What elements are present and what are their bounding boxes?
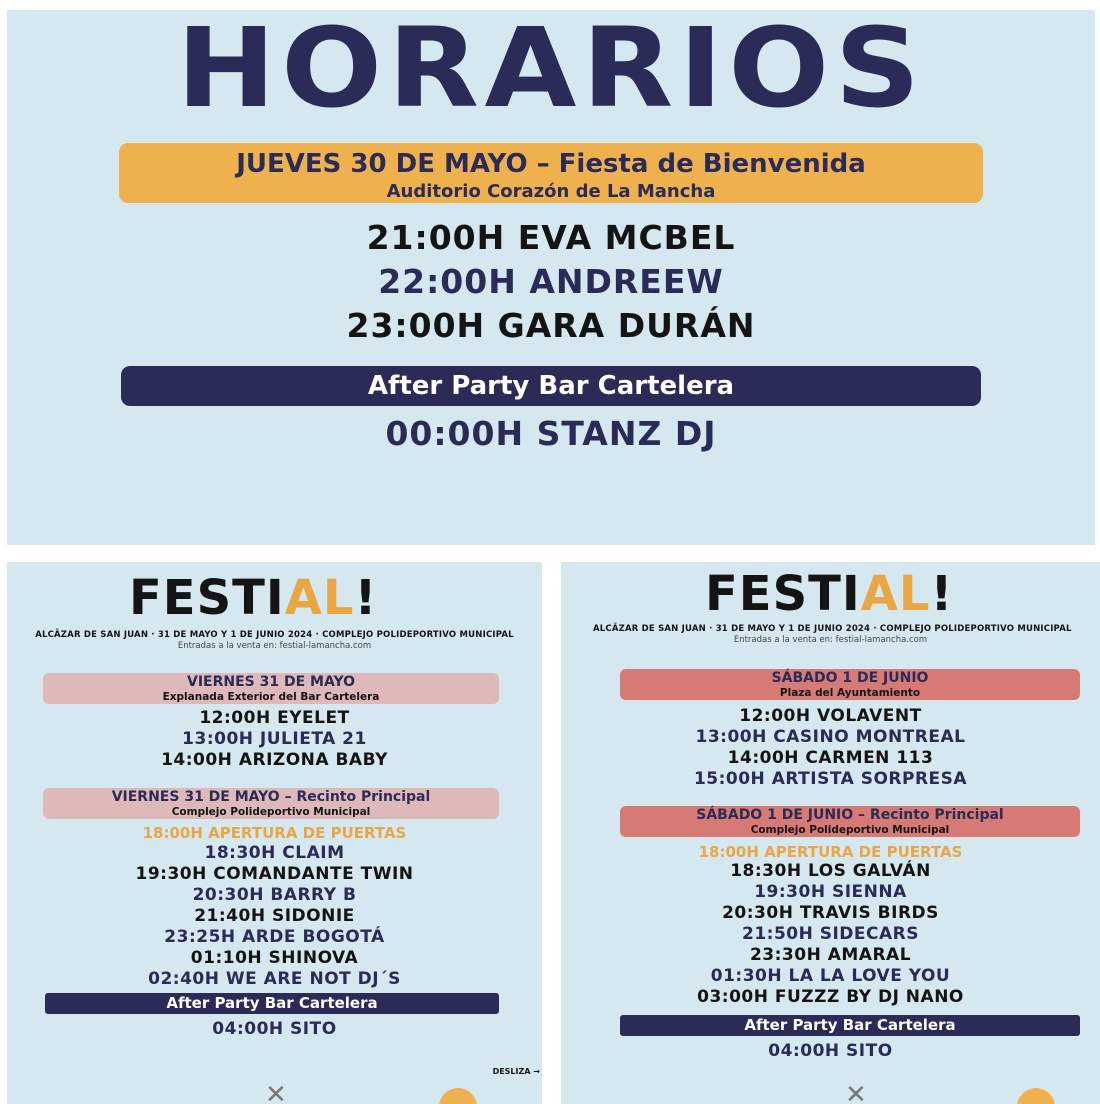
arrow-right-icon: → (533, 1067, 540, 1076)
day-banner-title: SÁBADO 1 DE JUNIO – Recinto Principal (696, 807, 1004, 823)
schedule-row: 01:30H LA LA LOVE YOU (710, 966, 951, 986)
schedule-row: 14:00H ARIZONA BABY (161, 750, 388, 770)
schedule-row: 19:30H SIENNA (754, 882, 907, 902)
day-banner-saturday-plaza (620, 669, 1080, 700)
schedule-row: 01:10H SHINOVA (190, 948, 359, 968)
day-banner-title: SÁBADO 1 DE JUNIO (771, 670, 929, 686)
after-party-banner: After Party Bar Cartelera (620, 1015, 1080, 1036)
circle-decoration-icon (439, 1088, 477, 1104)
schedule-row: 14:00H CARMEN 113 (727, 748, 934, 768)
day-banner-friday-outdoor (43, 673, 499, 704)
day-banner-thursday (119, 143, 983, 203)
festial-logo: FESTIAL! (129, 570, 378, 626)
day-banner-venue: Complejo Polideportivo Municipal (750, 824, 950, 836)
schedule-row: 18:30H CLAIM (204, 843, 345, 863)
friday-panel (7, 562, 542, 1104)
event-info: ALCÃZAR DE SAN JUAN · 31 DE MAYO Y 1 DE JUNIO 2024 · COMPLEJO POLIDEPORTIVO MUNICIPAL (35, 630, 514, 640)
after-party-row: 00:00H STANZ DJ (385, 414, 717, 453)
day-banner-title: JUEVES 30 DE MAYO – Fiesta de Bienvenida (236, 149, 866, 179)
event-info: ALCÃZAR DE SAN JUAN · 31 DE MAYO Y 1 DE JUNIO 2024 · COMPLEJO POLIDEPORTIVO MUNICIPAL (593, 624, 1072, 634)
schedule-row: 21:40H SIDONIE (194, 906, 355, 926)
schedule-row: 21:50H SIDECARS (741, 924, 920, 944)
day-banner-venue: Explanada Exterior del Bar Cartelera (162, 691, 380, 703)
schedule-row: 03:00H FUZZZ BY DJ NANO (697, 987, 964, 1007)
schedule-row: 20:30H BARRY B (192, 885, 357, 905)
after-party-banner: After Party Bar Cartelera (45, 993, 499, 1014)
cross-decoration-icon: ✕ (265, 1080, 287, 1104)
day-banner-saturday-main (620, 806, 1080, 837)
day-banner-title: VIERNES 31 DE MAYO (186, 674, 355, 690)
swipe-hint: DESLIZA → (492, 1067, 540, 1076)
schedule-row: 22:00H ANDREEW (378, 262, 724, 301)
schedule-row: 13:00H JULIETA 21 (182, 729, 367, 749)
saturday-panel (561, 562, 1100, 1104)
schedule-row: 23:25H ARDE BOGOTÁ (164, 927, 385, 947)
schedule-row: 12:00H VOLAVENT (739, 706, 922, 726)
festial-logo: FESTIAL! (705, 566, 954, 622)
schedule-row: 21:00H EVA MCBEL (366, 218, 736, 257)
schedule-row: 18:30H LOS GALVÁN (730, 861, 931, 881)
circle-decoration-icon (1017, 1088, 1055, 1104)
schedule-row: 19:30H COMANDANTE TWIN (135, 864, 414, 884)
cross-decoration-icon: ✕ (845, 1080, 867, 1104)
after-party-banner: After Party Bar Cartelera (121, 366, 981, 406)
after-party-row: 04:00H SITO (768, 1041, 893, 1061)
schedule-row: 15:00H ARTISTA SORPRESA (693, 769, 968, 789)
schedule-row: 12:00H EYELET (199, 708, 350, 728)
ticket-sale-text: Entradas a la venta en: festial-lamancha.com (733, 635, 928, 645)
schedule-row: 23:00H GARA DURÁN (346, 306, 756, 345)
schedule-row: 23:30H AMARAL (749, 945, 912, 965)
day-banner-venue: Plaza del Ayuntamiento (779, 687, 921, 699)
doors-open: 18:00H APERTURA DE PUERTAS (142, 824, 407, 842)
doors-open: 18:00H APERTURA DE PUERTAS (698, 843, 963, 861)
day-banner-venue: Auditorio Corazón de La Mancha (386, 181, 716, 202)
schedule-row: 02:40H WE ARE NOT DJ´S (148, 969, 401, 989)
page-title: HORARIOS (176, 10, 926, 132)
horarios-panel (7, 10, 1095, 545)
schedule-row: 20:30H TRAVIS BIRDS (722, 903, 939, 923)
schedule-row: 13:00H CASINO MONTREAL (695, 727, 966, 747)
day-banner-title: VIERNES 31 DE MAYO – Recinto Principal (111, 789, 431, 805)
after-party-row: 04:00H SITO (212, 1019, 337, 1039)
day-banner-friday-main (43, 788, 499, 819)
ticket-sale-text: Entradas a la venta en: festial-lamancha.com (177, 641, 372, 651)
day-banner-venue: Complejo Polideportivo Municipal (171, 806, 371, 818)
